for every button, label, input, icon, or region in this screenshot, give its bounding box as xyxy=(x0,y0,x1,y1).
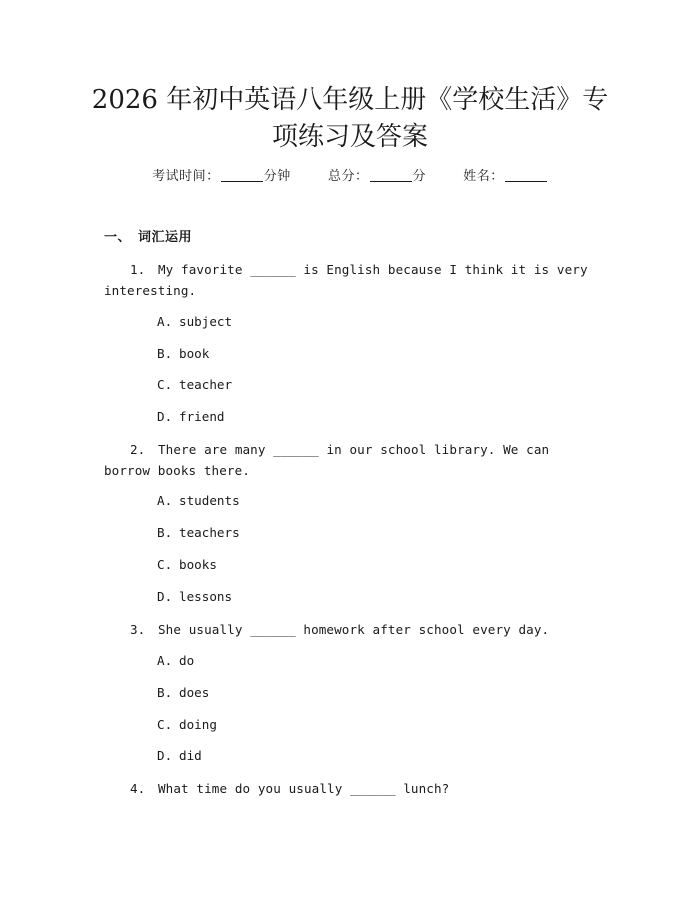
section-number: 一、 xyxy=(104,230,132,245)
option-letter: B. xyxy=(157,525,173,540)
option-item xyxy=(157,587,232,607)
option-letter: C. xyxy=(157,717,173,732)
option-text: books xyxy=(179,557,217,572)
option-letter: D. xyxy=(157,748,173,763)
question-blank: ______ xyxy=(250,622,296,637)
question-item xyxy=(104,439,600,481)
question-number: 4. xyxy=(130,781,146,796)
option-item xyxy=(157,407,225,427)
question-blank: ______ xyxy=(273,442,319,457)
option-item xyxy=(157,715,217,735)
option-letter: C. xyxy=(157,377,173,392)
question-number: 2. xyxy=(130,442,146,457)
option-text: lessons xyxy=(179,589,233,604)
option-letter: D. xyxy=(157,589,173,604)
option-item xyxy=(157,555,217,575)
question-number: 3. xyxy=(130,622,146,637)
score-label: 总分： xyxy=(327,169,369,184)
option-letter: A. xyxy=(157,493,173,508)
question-stem-after: homework after school every day. xyxy=(303,622,550,637)
option-item xyxy=(157,683,209,703)
option-text: do xyxy=(179,653,195,668)
option-item xyxy=(157,746,202,766)
option-text: did xyxy=(179,748,202,763)
score-unit: 分 xyxy=(412,169,427,184)
question-stem-before: My favorite xyxy=(158,262,243,277)
option-text: teacher xyxy=(179,377,233,392)
option-text: teachers xyxy=(179,525,240,540)
question-item xyxy=(104,259,600,301)
name-blank xyxy=(505,168,547,182)
question-item xyxy=(104,619,600,640)
question-stem-before: There are many xyxy=(158,442,266,457)
option-item xyxy=(157,651,194,671)
option-letter: B. xyxy=(157,685,173,700)
question-stem-after: is English because I think it is very interesting. xyxy=(104,262,588,298)
option-letter: A. xyxy=(157,314,173,329)
question-stem-before: She usually xyxy=(158,622,243,637)
option-text: does xyxy=(179,685,210,700)
option-text: doing xyxy=(179,717,217,732)
option-item xyxy=(157,375,232,395)
question-number: 1. xyxy=(130,262,146,277)
score-blank xyxy=(370,168,412,182)
question-blank: ______ xyxy=(350,781,396,796)
option-letter: A. xyxy=(157,653,173,668)
option-letter: D. xyxy=(157,409,173,424)
time-unit: 分钟 xyxy=(263,169,291,184)
section-title: 词汇运用 xyxy=(138,230,193,245)
option-item xyxy=(157,491,240,511)
time-blank xyxy=(221,168,263,182)
option-letter: B. xyxy=(157,346,173,361)
section-heading xyxy=(104,228,192,248)
question-stem-after: lunch? xyxy=(403,781,450,796)
question-item xyxy=(104,778,600,799)
exam-info-line xyxy=(0,167,700,187)
page-title: 2026 年初中英语八年级上册《学校生活》专 xyxy=(91,85,609,115)
question-blank: ______ xyxy=(250,262,296,277)
name-label: 姓名： xyxy=(463,169,504,184)
option-text: students xyxy=(179,493,240,508)
option-text: book xyxy=(179,346,210,361)
option-item xyxy=(157,312,232,332)
question-stem-after: in our school library. We can borrow books there. xyxy=(104,442,550,478)
page-title-continued: 项练习及答案 xyxy=(271,122,428,152)
option-text: friend xyxy=(179,409,225,424)
option-item xyxy=(157,344,209,364)
option-text: subject xyxy=(179,314,233,329)
time-label: 考试时间： xyxy=(152,169,220,184)
option-letter: C. xyxy=(157,557,173,572)
option-item xyxy=(157,523,240,543)
question-stem-before: What time do you usually xyxy=(158,781,343,796)
